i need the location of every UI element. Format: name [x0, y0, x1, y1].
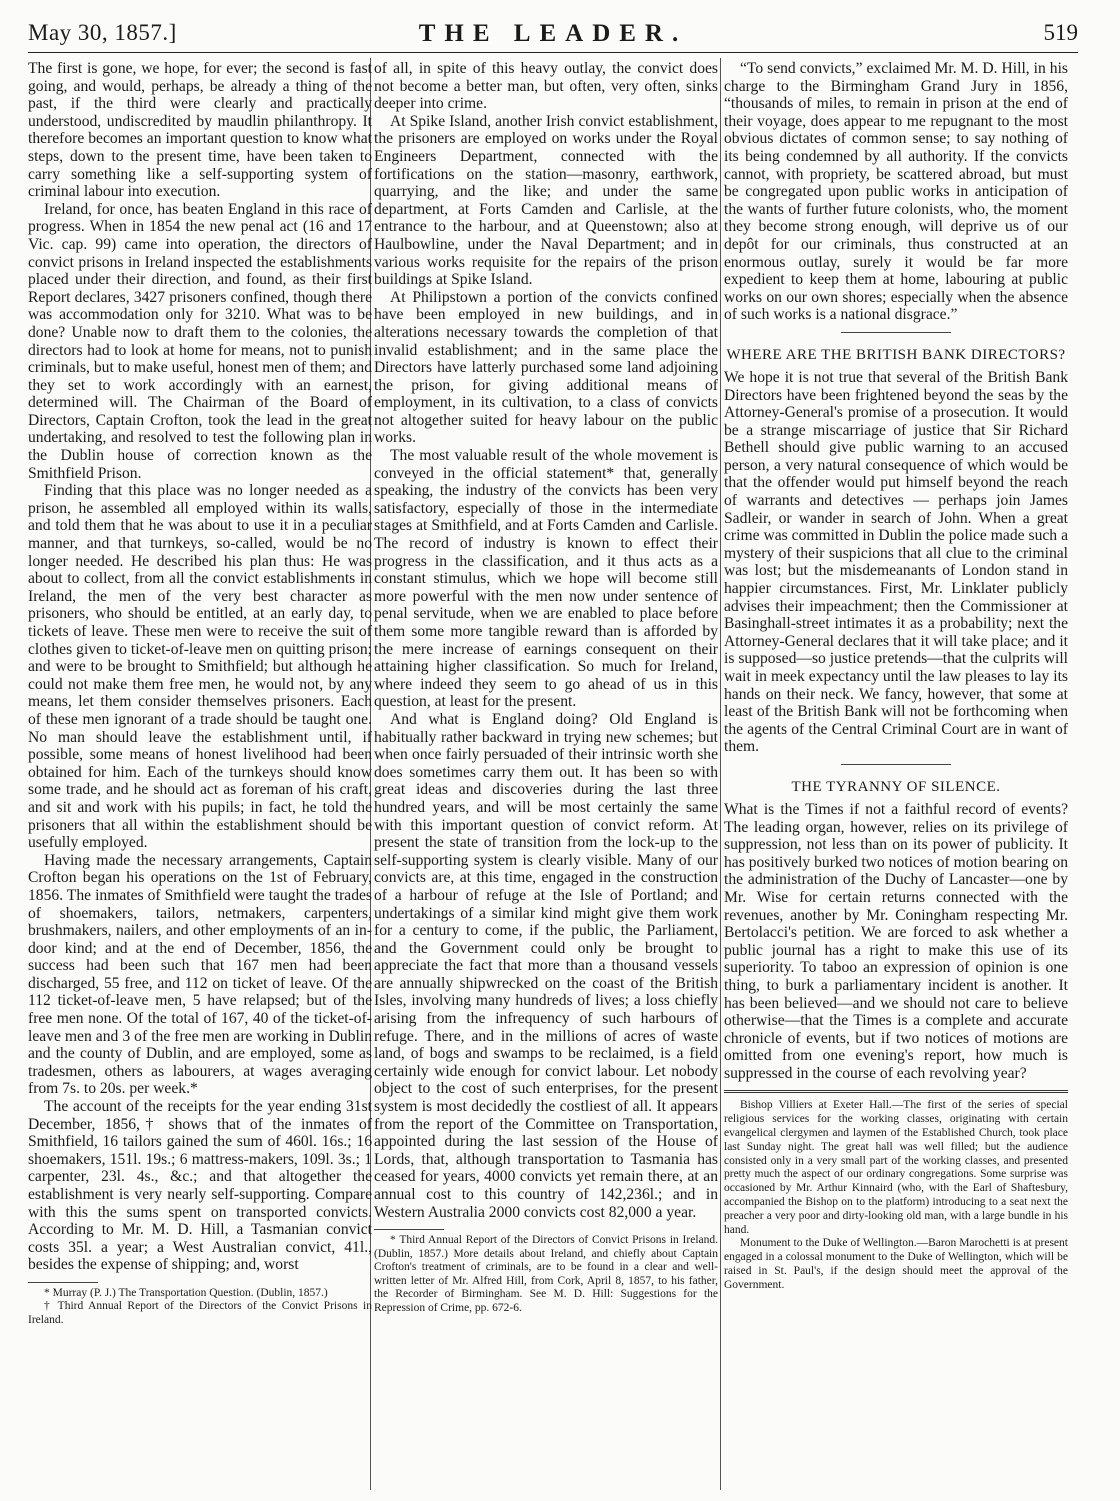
footnote: * Murray (P. J.) The Transportation Question. (Dublin, 1857.): [44, 1286, 328, 1299]
paragraph: At Philipstown a portion of the convicts confined have been employed in new buildings, and in alterations necessary towards the completion of that invalid establishment; and in the same place the Directors have latterly purchased some land adjoining the prison, for giving additional means of employment, in its cultivation, to a class of convicts not altogether suited for heavy labour on the public works.: [374, 288, 718, 447]
footnote: † Third Annual Report of the Directors of the Convict Prisons in Ireland.: [28, 1300, 372, 1326]
section-rule: [841, 764, 951, 765]
paragraph: The first is gone, we hope, for ever; the second is fast going, and would, perhaps, be already a thing of the past, if the third were clearly and practically understood, undiscredited by maudlin philanthropy. It therefore becomes an important question to know what steps, down to the present time, have been taken to carry something like a self-supporting system of criminal labour into execution.: [28, 60, 372, 201]
issue-date: May 30, 1857.]: [28, 20, 177, 45]
paragraph: The most valuable result of the whole movement is conveyed in the official statement* that, generally speaking, the industry of the convicts has been very satisfactory, especially of those in the intermediate stages at Smithfield, and at Forts Camden and Carlisle. The record of industry is known to effect their progress in the classification, and it thus acts as a constant stimulus, which we hope will become still more powerful with the men now under sentence of penal servitude, when we are enabled to place before them some more tangible reward than is afforded by the mere increase of earnings consequent on their attaining higher classification. So much for Ireland, where indeed they seem to go ahead of us in this question, at least for the present.: [374, 447, 718, 711]
article-body: We hope it is not true that several of the British Bank Directors have been frightened beyond the seas by the Attorney-General's promise of a prosecution. It would be a strange miscarriage of justice that Sir Richard Bethell should give public warning to an accused person, a very natural consequence of which would be that the offender would put himself beyond the reach of warrants and detectives — perhaps join James Sadleir, or wander in search of John. When a great crime was committed in Dublin the police made such a mystery of their suspicions that all clue to the criminal was lost; but the misdemeanants of London stand in happier circumstances. First, Mr. Linklater publicly advises their impeachment; then the Commissioner at Basinghall-street intimates it as a probability; next the Attorney-General declares that it will take place; and it is supposed—so justice pretends—that the culprits will wait in meek expectancy until the law pleases to lay its hands on their neck. We fancy, however, that some at least of the British Bank will not be forthcoming when the agents of the Central Criminal Court are in want of them.: [724, 368, 1068, 756]
column-3: [724, 60, 1068, 1490]
paragraph: Having made the necessary arrangements, Captain Crofton began his operations on the 1st of February, 1856. The inmates of Smithfield were taught the trades of shoemakers, tailors, netmakers, carpenters, brushmakers, nailers, and other employments of an in-door kind; and at the end of December, 1856, the success had been such that 167 men had been discharged, 55 free, and 112 on ticket of leave. Of the 112 ticket-of-leave men, 5 have relapsed; but of the free men none. Of the total of 167, 40 of the ticket-of-leave men and 3 of the free men are working in Dublin and the county of Dublin, and are employed, some as tradesmen, others as labourers, at wages averaging from 7s. to 20s. per week.*: [28, 851, 372, 1098]
masthead-title: THE LEADER.: [418, 20, 688, 47]
footnote: * Third Annual Report of the Directors of Convict Prisons in Ireland. (Dublin, 1857.) More details about Ireland, and chiefly about Captain Crofton's treatment of criminals, are to be found in a clear and well-written letter of Mr. Alfred Hill, from Cork, April 8, 1857, to his father, the Recorder of Birmingham. See M. D. Hill: Suggestions for the Repression of Crime, pp. 672-6.: [374, 1234, 718, 1314]
column-divider: [720, 58, 721, 1490]
paragraph: Finding that this place was no longer needed as a prison, he assembled all employed within its walls, and told them that he was about to use it in a peculiar manner, and that turnkeys, so-called, would be no longer needed. He described his plan thus: He was about to collect, from all the convict establishments in Ireland, the men of the very best character as prisoners, who should be entitled, at an early day, to tickets of leave. These men were to receive the suit of clothes given to ticket-of-leave men on quitting prison; and were to be brought to Smithfield; but although he could not make them free men, he would not, by any means, let them consider themselves prisoners. Each of these men ignorant of a trade should be taught one. No man should leave the establishment until, if possible, some means of honest livelihood had been obtained for him. Each of the turnkeys should know some trade, and he should act as foreman of his craft, and sit and work with his pupils; in fact, he told the prisoners that all within the establishment should be usefully employed.: [28, 482, 372, 852]
section-heading: WHERE ARE THE BRITISH BANK DIRECTORS?: [726, 346, 1066, 363]
article-body: What is the Times if not a faithful record of events? The leading organ, however, relies on its privilege of suppression, not less than on its power of publicity. It has positively burked two notices of motion bearing on the administration of the Duchy of Lancaster—one by Mr. Wise for certain returns connected with the revenues, another by Mr. Coningham respecting Mr. Bertolacci's petition. We are forced to ask whether a public journal has a right to make this use of its superiority. To taboo an expression of opinion is one thing, to burk a parliamentary incident is another. It has been believed—and we should not care to believe otherwise—that the Times is a complete and accurate chronicle of events, but if two notices of motions are omitted from one evening's report, how much is suppressed in the course of each revolving year?: [724, 800, 1068, 1082]
page-header: [28, 20, 1078, 52]
miscellany-rule: [724, 1090, 1068, 1093]
paragraph: And what is England doing? Old England is habitually rather backward in trying new schemes; but when once fairly persuaded of their intrinsic worth she does sometimes carry them out. It has been so with great ideas and discoveries during the last three hundred years, and will be most certainly the same with this important question of convict reform. At present the state of transition from the lock-up to the self-supporting system is clearly visible. Many of our convicts are, at this time, engaged in the construction of a harbour of refuge at the Isle of Portland; and undertakings of a similar kind might give them work for a century to come, if the public, the Parliament, and the Government could only be brought to appreciate the fact that more than a thousand vessels are annually shipwrecked on the coast of the British Isles, involving many hundreds of lives; a loss chiefly arising from the infrequency of such harbours of refuge. There, and in the millions of acres of waste land, of bogs and swamps to be reclaimed, is a field certainly wide enough for convict labour. Let nobody object to the cost of such enterprises, for the present system is most decidedly the costliest of all. It appears from the report of the Committee on Transportation, appointed during the last session of the House of Lords, that, although transportation to Tasmania has ceased for years, 4000 convicts yet remain there, at an annual cost to this country of 142,236l.; and in Western Australia 2000 convicts cost 82,000 a year.: [374, 710, 718, 1221]
paragraph: At Spike Island, another Irish convict establishment, the prisoners are employed on works under the Royal Engineers Department, connected with the fortifications on the station—masonry, earthwork, quarrying, and the like; and under the same department, at Forts Camden and Carlisle, at the entrance to the harbour, and at Queenstown; also at Haulbowline, under the Naval Department; and in various works requisite for the repairs of the prison buildings at Spike Island.: [374, 112, 718, 289]
paragraph: The account of the receipts for the year ending 31st December, 1856,† shows that of the inmates of Smithfield, 16 tailors gained the sum of 460l. 16s.; 16 shoemakers, 151l. 19s.; 6 mattress-makers, 109l. 3s.; 1 carpenter, 23l. 4s., &c.; and that altogether the establishment is very nearly self-supporting. Compare with this the sums spent on transported convicts. According to Mr. M. D. Hill, a Tasmanian convict costs 35l. a year; a West Australian convict, 41l., besides the expense of shipping; and, worst: [28, 1098, 372, 1274]
paragraph: Ireland, for once, has beaten England in this race of progress. When in 1854 the new penal act (16 and 17 Vic. cap. 99) came into operation, the directors of convict prisons in Ireland inspected the establishments placed under their direction, and found, as their first Report declares, 3427 prisoners confined, though there was accommodation only for 3210. What was to be done? Unable now to draft them to the colonies, the directors had to look at home for means, not to punish criminals, but to make useful, honest men of them; and they set to work accordingly with an earnest, determined will. The Chairman of the Board of Directors, Captain Crofton, took the lead in the great undertaking, and resolved to test the following plan in the Dublin house of correction known as the Smithfield Prison.: [28, 200, 372, 482]
footnote-rule: [374, 1229, 444, 1230]
news-item: Bishop Villiers at Exeter Hall.—The first of the series of special religious services for the working classes, originating with certain evangelical clergymen and laymen of the Established Church, took place last Sunday night. The great hall was well filled; but the audience consisted only in a very small part of the working classes, and presented pretty much the aspect of our ordinary congregations. Some surprise was occasioned by Mr. Arthur Kinnaird (who, with the Earl of Shaftesbury, accompanied the Bishop on to the platform) introducing to a seat next the preacher a very poor and dirty-looking old man, with a large bundle in his hand.: [724, 1099, 1068, 1236]
header-rule: [28, 52, 1078, 53]
paragraph: of all, in spite of this heavy outlay, the convict does not become a better man, but often, very often, sinks deeper into crime.: [374, 60, 718, 113]
section-rule: [841, 332, 951, 333]
news-item: Monument to the Duke of Wellington.—Baron Marochetti is at present engaged in a colossal monument to the Duke of Wellington, which will be raised in St. Paul's, if the design should meet the approval of the Government.: [724, 1237, 1068, 1291]
column-2: [374, 60, 718, 1490]
column-1: [28, 60, 372, 1490]
footnote-rule: [28, 1282, 98, 1283]
section-heading: THE TYRANNY OF SILENCE.: [791, 778, 1001, 795]
page-number: 519: [1043, 20, 1078, 45]
quote-paragraph: “To send convicts,” exclaimed Mr. M. D. Hill, in his charge to the Birmingham Grand Jury in 1856, “thousands of miles, to remain in prison at the end of their voyage, does appear to me repugnant to the most obvious dictates of common sense; to say nothing of its being condemned by all authority. If the convicts cannot, with propriety, be scattered abroad, but must be congregated upon public works in anticipation of the wants of further future colonists, who, the moment they become strong enough, will deprive us of our depôt for our criminals, thus constructed at an enormous outlay, surely it would be far more expedient to keep them at home, labouring at public works on our own shores; especially when the absence of such works is a national disgrace.”: [724, 60, 1068, 324]
